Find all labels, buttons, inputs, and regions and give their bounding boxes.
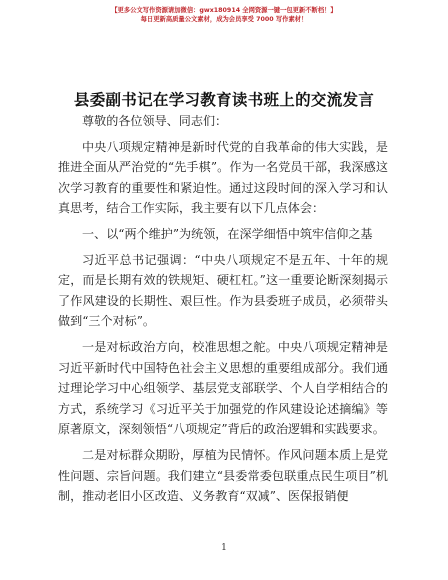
paragraph-quote: 习近平总书记强调：“中央八项规定不是五年、十年的规定，而是长期有效的铁规矩、硬杠杠。”这一重要论断深刻揭示了作风建设的长期性、艰巨性。作为县委班子成员，必须带头做到“三个对标”。 — [58, 252, 388, 329]
header-banner — [0, 6, 448, 24]
page-number: 1 — [221, 543, 227, 553]
paragraph-point-1: 一是对标政治方向，校准思想之舵。中央八项规定精神是习近平新时代中国特色社会主义思想的重要组成部分。我们通过理论学习中心组领学、基层党支部联学、个人自学相结合的方式，系统学习《习近平关于加强党的作风建设论述摘编》等原著原文，深刻领悟“八项规定”背后的政治逻辑和实践要求。 — [58, 339, 388, 437]
banner-line-1: 【更多公文写作资源请加微信：gwx180914 全网资源一键一包更新不断档！】 — [111, 7, 337, 14]
section-heading-1: 一、以“两个维护”为统领，在深学细悟中筑牢信仰之基 — [82, 226, 373, 241]
paragraph-point-2: 二是对标群众期盼，厚植为民情怀。作风问题本质上是党性问题、宗旨问题。我们建立“县委常委包联重点民生项目”机制，推动老旧小区改造、义务教育“双减”、医保报销便 — [58, 447, 388, 504]
document-title: 县委副书记在学习教育读书班上的交流发言 — [73, 90, 375, 109]
document-body — [58, 111, 388, 507]
salutation: 尊敬的各位领导、同志们： — [82, 114, 228, 128]
banner-line-2: 每日更新高质量公文素材，成为会员享受 7000 写作素材！ — [140, 16, 308, 23]
paragraph-intro: 中央八项规定精神是新时代党的自我革命的伟大实践，是推进全面从严治党的“先手棋”。作为一名党员干部，我深感这次学习教育的重要性和紧迫性。通过这段时间的深入学习和认真思考，结合工作实际，我主要有以下几点体会： — [58, 139, 388, 216]
